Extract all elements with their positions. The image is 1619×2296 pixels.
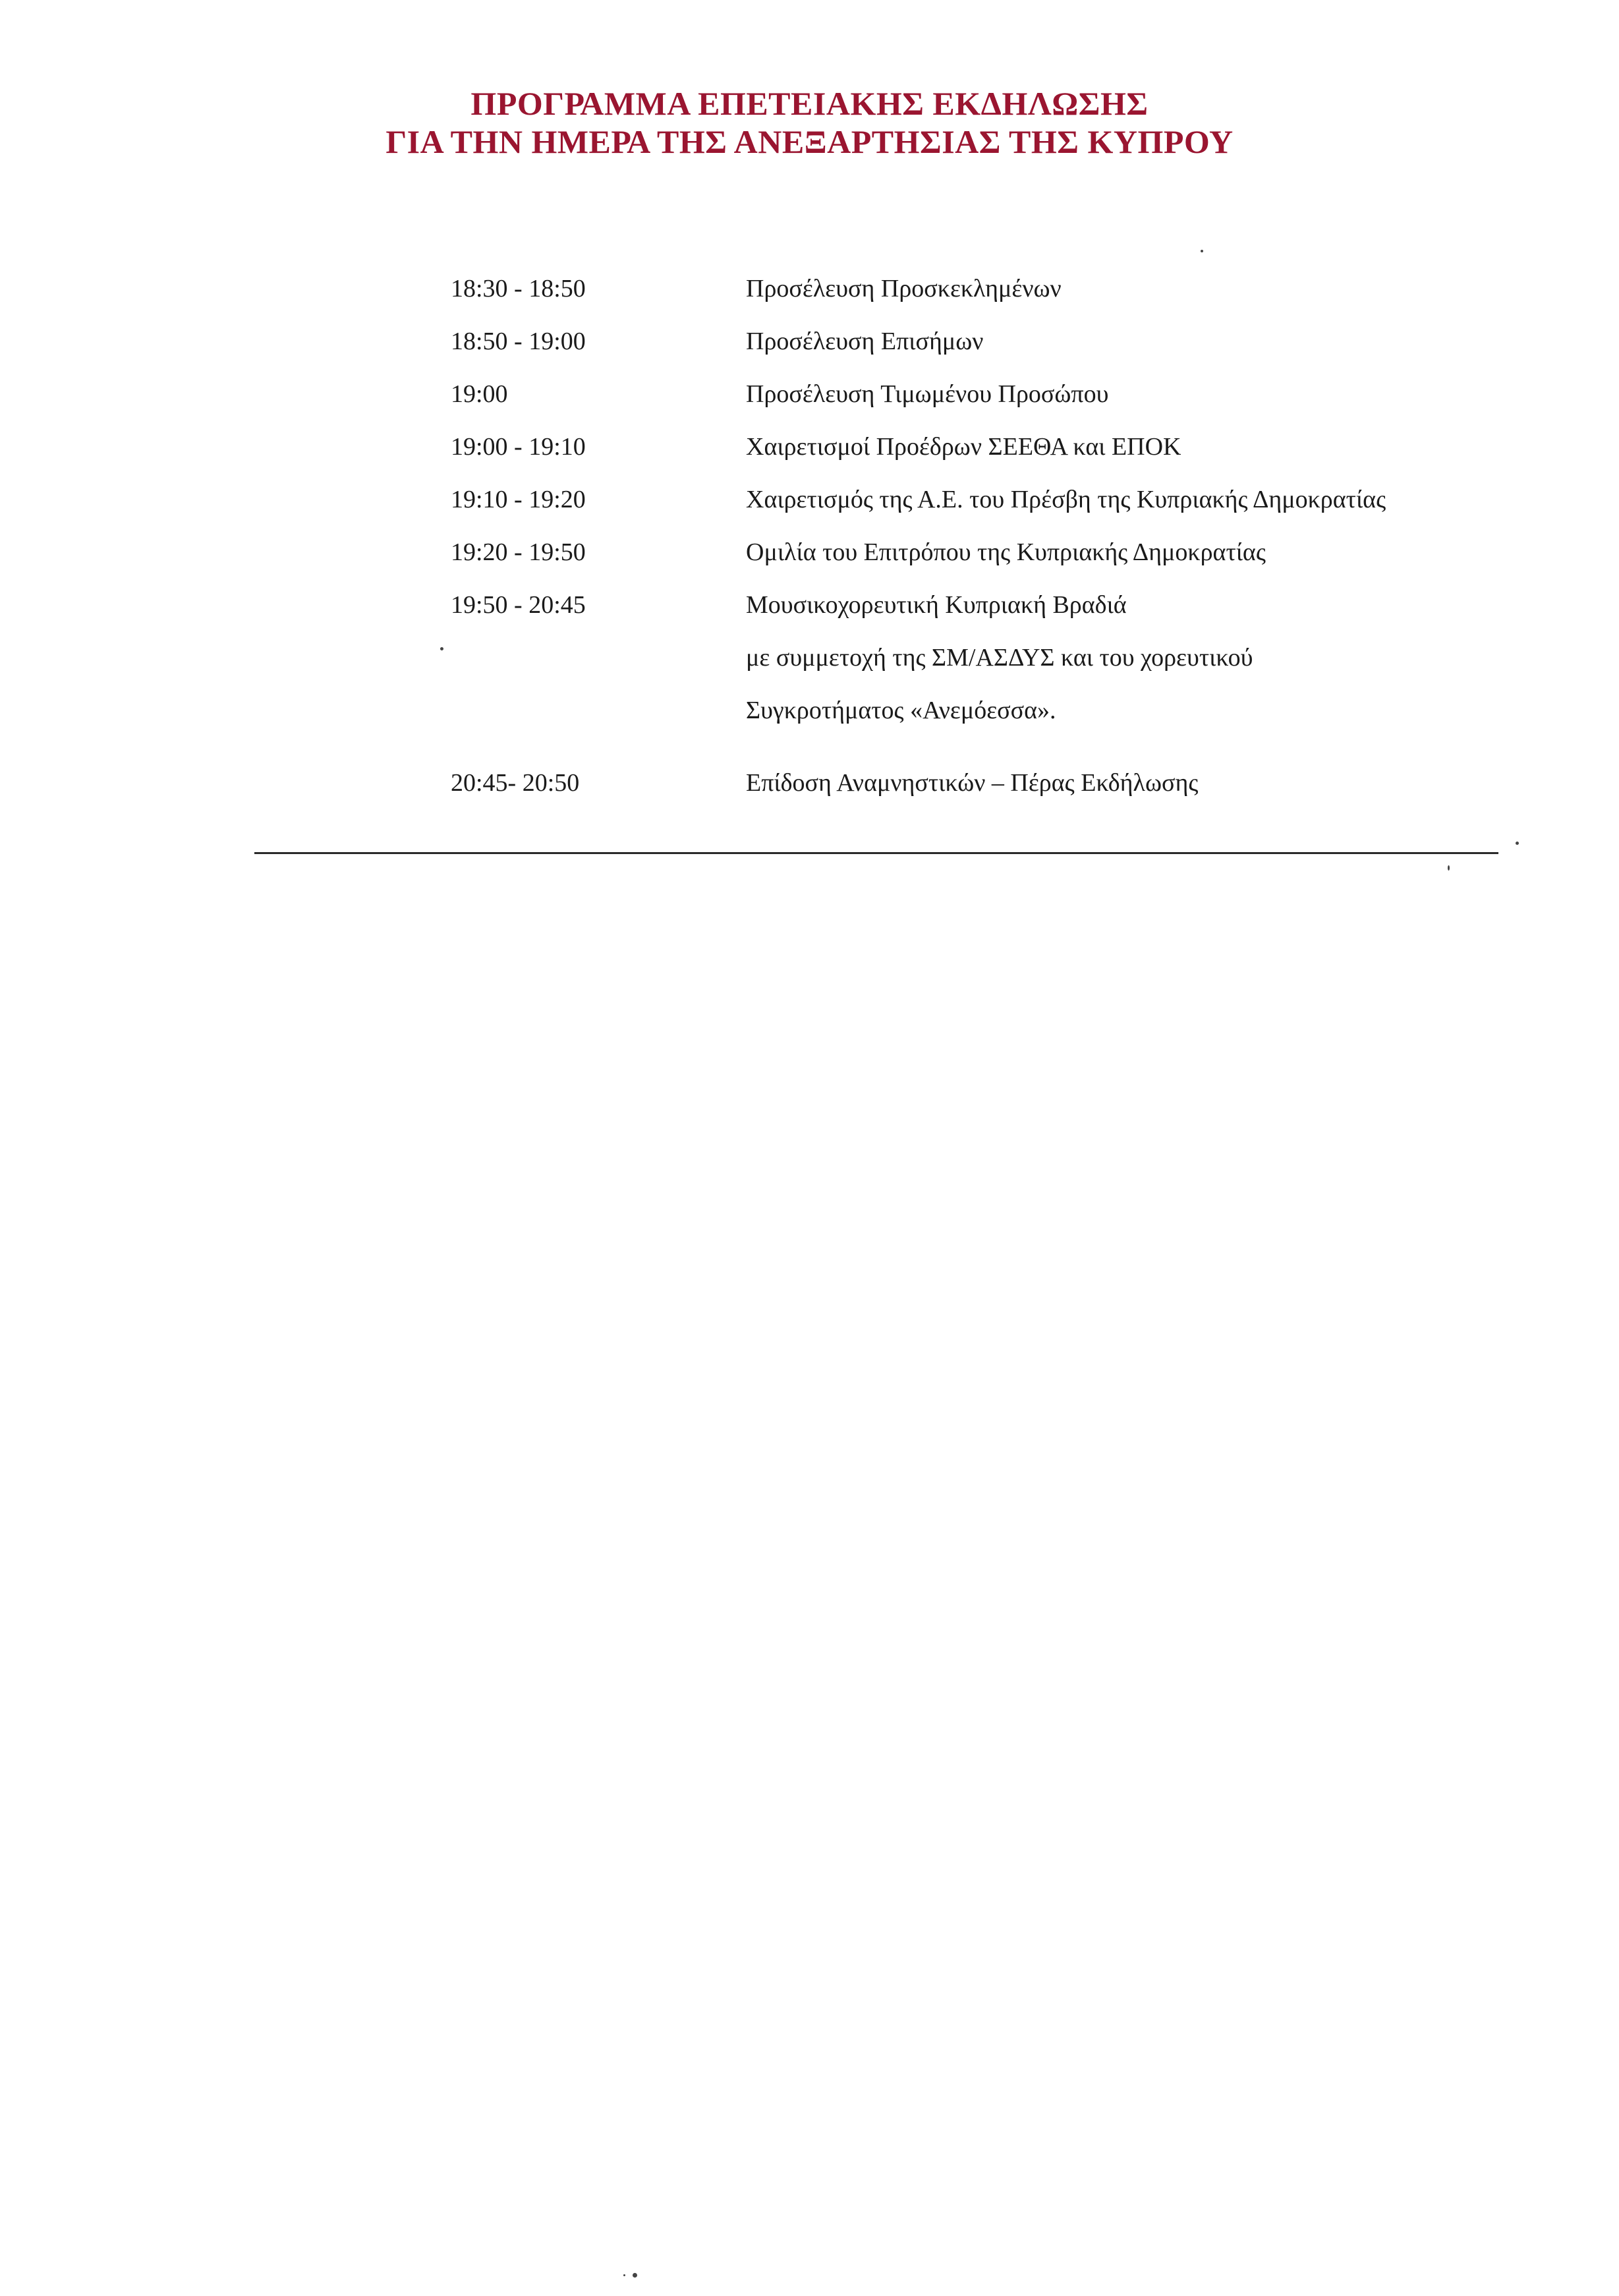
schedule-row — [451, 473, 1571, 526]
schedule-time: 19:20 - 19:50 — [451, 538, 586, 566]
schedule-row — [451, 315, 1571, 368]
schedule-row — [451, 368, 1571, 420]
scan-speck — [440, 647, 443, 650]
schedule-description: Προσέλευση Τιμωμένου Προσώπου — [746, 380, 1109, 408]
scan-speck — [633, 2273, 637, 2278]
document-title-line-2: ΓΙΑ ΤΗΝ ΗΜΕΡΑ ΤΗΣ ΑΝΕΞΑΡΤΗΣΙΑΣ ΤΗΣ ΚΥΠΡΟΥ — [385, 123, 1234, 160]
schedule-description: Επίδοση Αναμνηστικών – Πέρας Εκδήλωσης — [746, 769, 1199, 797]
schedule-description: Συγκροτήματος «Ανεμόεσσα». — [746, 697, 1056, 724]
schedule-row — [451, 262, 1571, 315]
schedule-description: Προσέλευση Προσκεκλημένων — [746, 275, 1062, 302]
scan-speck — [1201, 250, 1203, 252]
schedule-row — [451, 420, 1571, 473]
schedule-time: 18:30 - 18:50 — [451, 275, 586, 302]
schedule-time: 19:00 - 19:10 — [451, 433, 586, 461]
horizontal-rule — [254, 852, 1498, 854]
schedule-description: Χαιρετισμός της Α.Ε. του Πρέσβη της Κυπριακής Δημοκρατίας — [746, 486, 1386, 513]
schedule-description: Μουσικοχορευτική Κυπριακή Βραδιά — [746, 591, 1127, 619]
schedule-time: 20:45- 20:50 — [451, 769, 580, 797]
document-title-line-1: ΠΡΟΓΡΑΜΜΑ ΕΠΕΤΕΙΑΚΗΣ ΕΚΔΗΛΩΣΗΣ — [470, 85, 1149, 122]
schedule-row — [451, 579, 1571, 631]
schedule-description: με συμμετοχή της ΣΜ/ΑΣΔΥΣ και του χορευτικού — [746, 644, 1253, 672]
schedule-time: 19:00 — [451, 380, 508, 408]
scan-speck — [1448, 865, 1450, 871]
schedule-time: 19:10 - 19:20 — [451, 486, 586, 513]
scan-speck — [623, 2274, 625, 2276]
event-schedule — [451, 262, 1571, 809]
scan-speck — [1516, 842, 1519, 845]
schedule-row — [451, 526, 1571, 579]
schedule-description: Προσέλευση Επισήμων — [746, 328, 984, 355]
schedule-description: Ομιλία του Επιτρόπου της Κυπριακής Δημοκρατίας — [746, 538, 1266, 566]
schedule-description: Χαιρετισμοί Προέδρων ΣΕΕΘΑ και ΕΠΟΚ — [746, 433, 1181, 461]
schedule-time: 18:50 - 19:00 — [451, 328, 586, 355]
schedule-time: 19:50 - 20:45 — [451, 591, 586, 619]
schedule-row — [451, 757, 1571, 809]
schedule-row — [451, 631, 1571, 684]
schedule-row — [451, 684, 1571, 737]
